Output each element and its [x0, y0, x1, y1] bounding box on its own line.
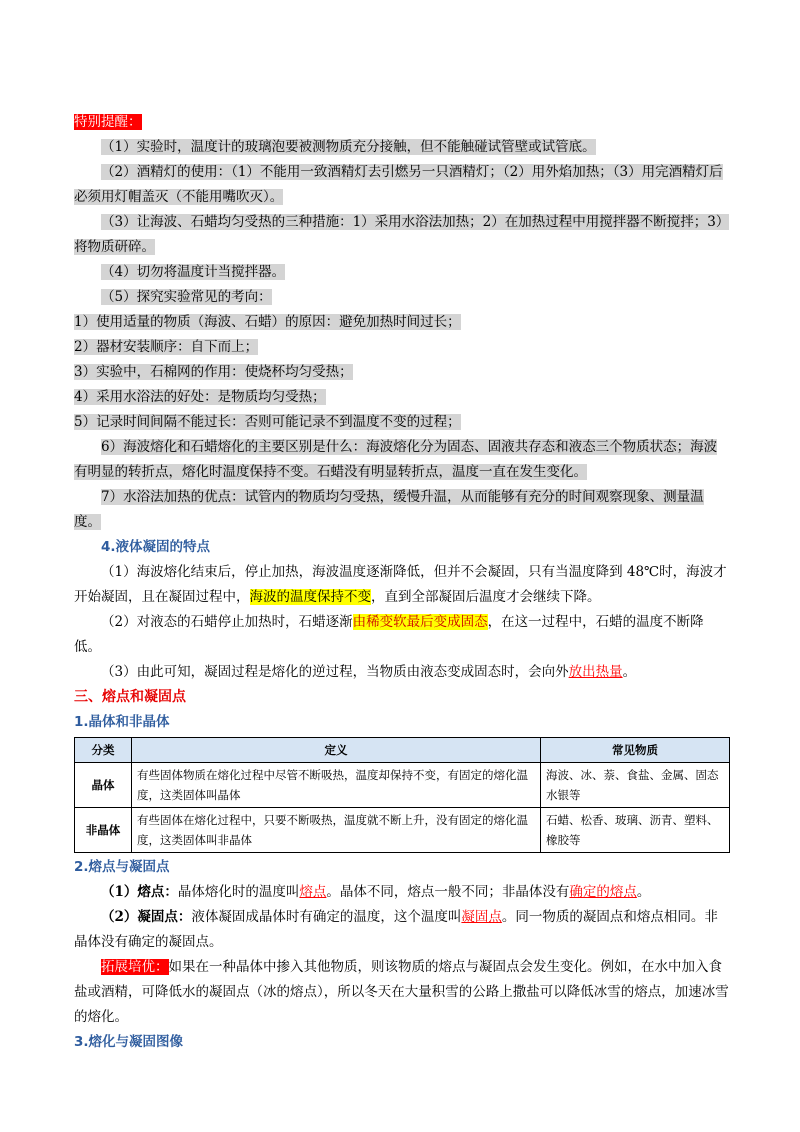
section-heading: 2.熔点与凝固点 — [74, 859, 170, 875]
paragraph: 拓展培优：如果在一种晶体中掺入其他物质，则该物质的熔点与凝固点会发生变化。例如，在水中加入食盐或酒精，可降低水的凝固点（冰的熔点），所以冬天在大量积雪的公路上撒盐可以降低冰雪的熔点，加速冰雪的熔化。 — [74, 959, 729, 1025]
section-heading: 4.液体凝固的特点 — [101, 539, 211, 555]
paragraph: （2）对液态的石蜡停止加热时，石蜡逐渐由稀变软最后变成固态，在这一过程中，石蜡的温度不断降低。 — [74, 614, 704, 655]
keyword: 放出热量 — [568, 664, 623, 680]
highlight: 由稀变软最后变成固态 — [352, 614, 488, 630]
cell: 非晶体 — [75, 808, 132, 853]
keyword: 熔点 — [299, 884, 327, 900]
direction-item: 7）水浴法加热的优点：试管内的物质均匀受热，缓慢升温，从而能够有充分的时间观察现象、测量温度。 — [74, 489, 704, 530]
direction-item: 6）海波熔化和石蜡熔化的主要区别是什么：海波熔化分为固态、固液共存态和液态三个物质状态；海波有明显的转折点，熔化时温度保持不变。石蜡没有明显转折点，温度一直在发生变化。 — [74, 439, 718, 480]
direction-item: 3）实验中，石棉网的作用：使烧杯均匀受热； — [74, 364, 353, 380]
section-heading: 3.熔化与凝固图像 — [74, 1034, 184, 1050]
keyword: 凝固点 — [461, 909, 502, 925]
highlight: 海波的温度保持不变 — [249, 589, 371, 605]
col-header: 分类 — [75, 738, 132, 763]
paragraph: （1）海波熔化结束后，停止加热，海波温度逐渐降低，但并不会凝固，只有当温度降到 48℃时，海波才开始凝固，且在凝固过程中，海波的温度保持不变，直到全部凝固后温度才会继续下降。 — [74, 564, 727, 605]
col-header: 定义 — [132, 738, 541, 763]
extension-tag: 拓展培优： — [101, 959, 169, 975]
reminder-tag: 特别提醒： — [74, 114, 142, 130]
cell: 晶体 — [75, 763, 132, 808]
table-row — [75, 808, 730, 853]
direction-item: 2）器材安装顺序：自下而上； — [74, 339, 259, 355]
reminder-item: （2）酒精灯的使用：（1）不能用一致酒精灯去引燃另一只酒精灯；（2）用外焰加热；（3）用完酒精灯后必须用灯帽盖灭（不能用嘴吹灭）。 — [74, 164, 723, 205]
direction-item: 1）使用适量的物质（海波、石蜡）的原因：避免加热时间过长； — [74, 314, 461, 330]
paragraph: （3）由此可知，凝固过程是熔化的逆过程，当物质由液态变成固态时，会向外放出热量。 — [101, 664, 637, 680]
crystal-table — [74, 737, 730, 853]
cell: 海波、冰、萘、食盐、金属、固态水银等 — [541, 763, 730, 808]
reminder-heading — [74, 110, 730, 135]
table-row — [75, 763, 730, 808]
cell: 有些固体物质在熔化过程中尽管不断吸热，温度却保持不变，有固定的熔化温度，这类固体叫晶体 — [132, 763, 541, 808]
table-header-row — [75, 738, 730, 763]
col-header: 常见物质 — [541, 738, 730, 763]
reminder-item: （3）让海波、石蜡均匀受热的三种措施：1）采用水浴法加热；2）在加热过程中用搅拌器不断搅拌；3）将物质研碎。 — [74, 214, 730, 255]
paragraph: （1）熔点：晶体熔化时的温度叫熔点。晶体不同，熔点一般不同；非晶体没有确定的熔点。 — [101, 884, 651, 900]
chapter-heading: 三、熔点和凝固点 — [74, 689, 186, 705]
reminder-item: （5）探究实验常见的考向： — [101, 289, 272, 305]
direction-item: 5）记录时间间隔不能过长：否则可能记录不到温度不变的过程； — [74, 414, 461, 430]
direction-item: 4）采用水浴法的好处：是物质均匀受热； — [74, 389, 326, 405]
keyword: 确定的熔点 — [569, 884, 637, 900]
section-heading: 1.晶体和非晶体 — [74, 714, 170, 730]
reminder-item: （1）实验时，温度计的玻璃泡要被测物质充分接触，但不能触碰试管壁或试管底。 — [101, 139, 596, 155]
cell: 石蜡、松香、玻璃、沥青、塑料、橡胶等 — [541, 808, 730, 853]
paragraph: （2）凝固点：液体凝固成晶体时有确定的温度，这个温度叫凝固点。同一物质的凝固点和熔点相同。非晶体没有确定的凝固点。 — [74, 909, 718, 950]
reminder-item: （4）切勿将温度计当搅拌器。 — [101, 264, 286, 280]
cell: 有些固体在熔化过程中，只要不断吸热，温度就不断上升，没有固定的熔化温度，这类固体叫非晶体 — [132, 808, 541, 853]
document-page — [74, 110, 730, 1055]
